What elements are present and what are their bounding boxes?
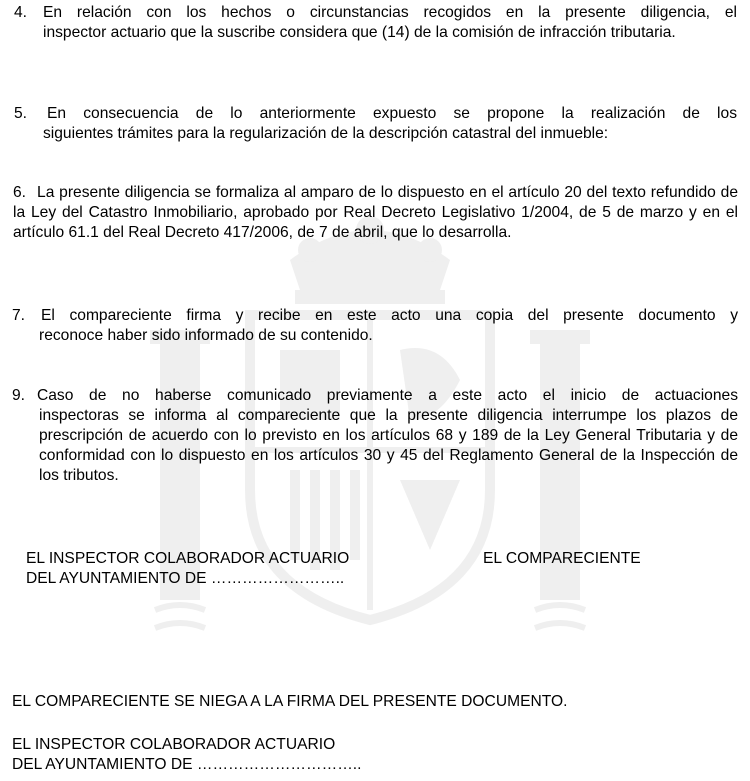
paragraph-body: siguientes trámites para la regularización de la descripción catastral del inmueble: [43,125,609,142]
inspector-title: EL INSPECTOR COLABORADOR ACTUARIO [26,550,350,567]
paragraph-first-line: Caso de no haberse comunicado previamente a este acto el inicio de actuaciones [37,387,738,404]
paragraph-7 [12,306,738,346]
paragraph-9 [12,386,738,486]
refusal-inspector-block [12,735,361,775]
compareciente-title: EL COMPARECIENTE [483,550,641,567]
paragraph-number: 6. [13,184,27,201]
inspector-municipality: DEL AYUNTAMIENTO DE …………………….. [26,570,345,587]
paragraph-6 [13,183,738,243]
compareciente-signature-block [483,549,641,569]
paragraph-first-line: En consecuencia de lo anteriormente expuesto se propone la realización de los [47,105,737,122]
paragraph-number: 4. [14,4,28,21]
paragraph-number: 7. [12,307,26,324]
inspector-title: EL INSPECTOR COLABORADOR ACTUARIO [12,736,336,753]
paragraph-first-line: El compareciente firma y recibe en este acto una copia del presente documento y [41,307,738,324]
paragraph-first-line: En relación con los hechos o circunstancias recogidos en la presente diligencia, el [43,4,737,21]
refusal-statement: EL COMPARECIENTE SE NIEGA A LA FIRMA DEL PRESENTE DOCUMENTO. [12,693,568,710]
paragraph-number: 5. [14,105,28,122]
paragraph-body: La presente diligencia se formaliza al amparo de lo dispuesto en el artículo 20 del texto refundido de la Ley del Catastro Inmobiliario, aprobado por Real Decreto Legislativo 1/2004, de 5 de marzo y en el artículo 61.1 del Real Decreto 417/2006, de 7 de abril, que lo desarrolla. [13,184,738,241]
inspector-municipality: DEL AYUNTAMIENTO DE ………………………….. [12,756,362,773]
paragraph-body: reconoce haber sido informado de su contenido. [39,327,373,344]
paragraph-5 [14,104,737,144]
paragraph-4 [14,3,737,43]
paragraph-body: inspector actuario que la suscribe considera que (14) de la comisión de infracción tributaria. [43,24,676,41]
paragraph-body: inspectoras se informa al compareciente que la presente diligencia interrumpe los plazos de prescripción de acuerdo con lo previsto en los artículos 68 y 189 de la Ley General Tributaria y de conformidad con lo dispuesto en los artículos 30 y 45 del Reglamento General de la Inspección de los tributos. [39,407,738,484]
paragraph-number: 9. [12,387,26,404]
inspector-signature-block [26,549,349,589]
